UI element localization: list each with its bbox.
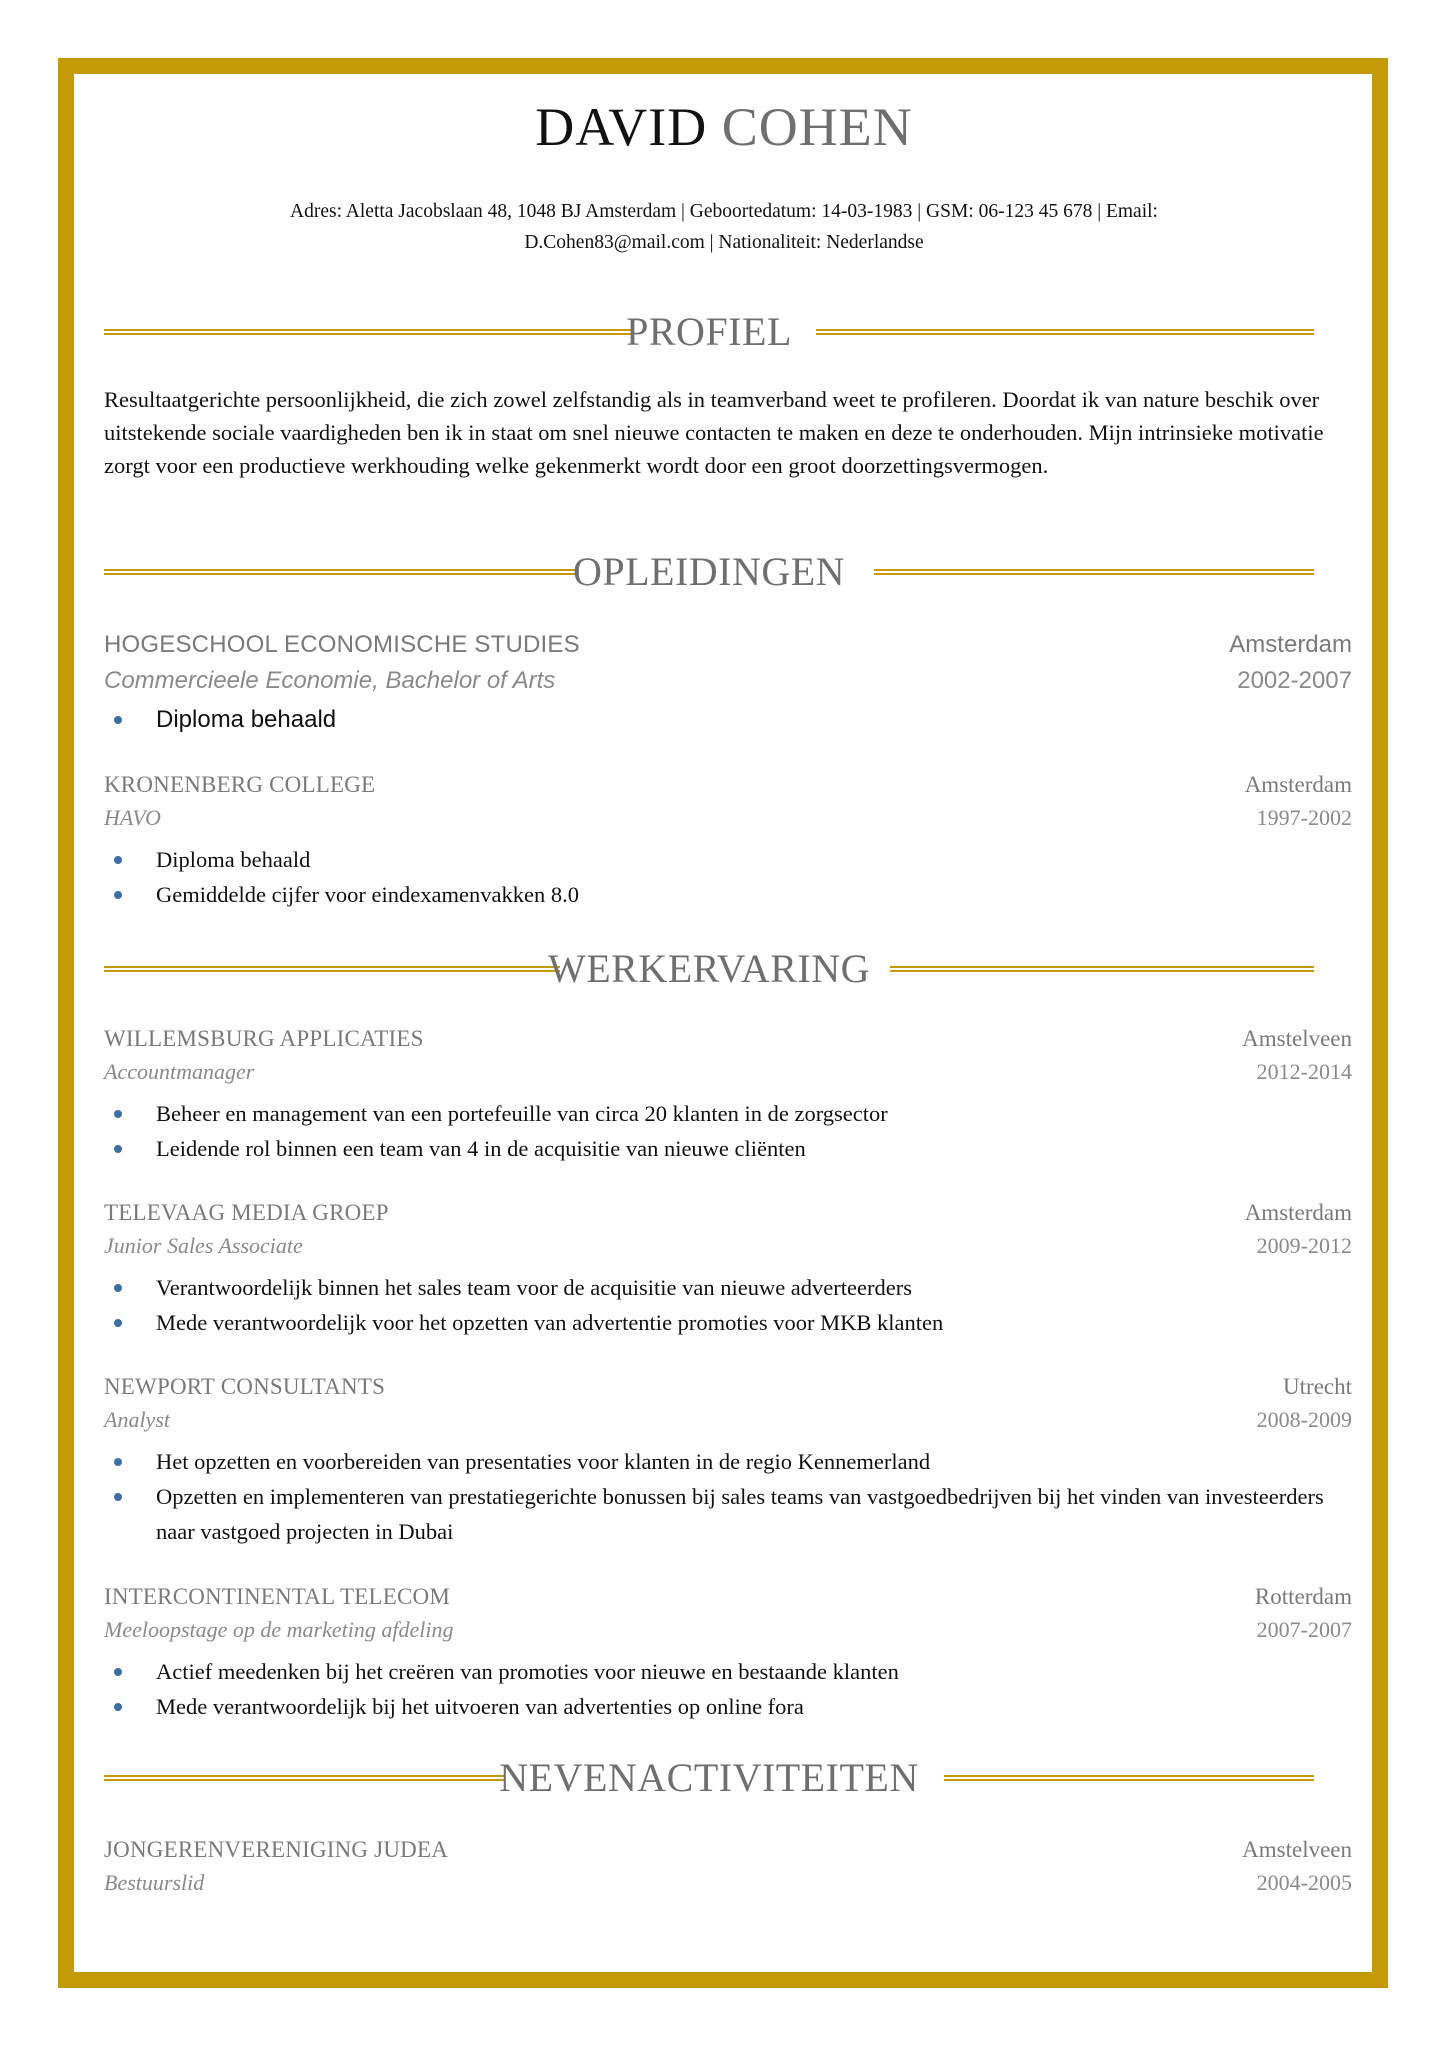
bullet-icon [114, 1110, 122, 1118]
bullet-text: Verantwoordelijk binnen het sales team voor de acquisitie van nieuwe adverteerders [156, 1275, 912, 1300]
entry-years: 2009-2012 [1256, 1233, 1352, 1258]
list-item [104, 1479, 1352, 1549]
side-activity-entry [104, 1837, 1352, 1903]
entry-years: 1997-2002 [1256, 805, 1352, 830]
bullet-icon [114, 1284, 122, 1292]
list-item [104, 1131, 1352, 1166]
entry-years: 2004-2005 [1256, 1870, 1352, 1895]
entry-organization: INTERCONTINENTAL TELECOM [104, 1584, 450, 1609]
list-item [104, 1305, 1352, 1340]
bullet-text: Het opzetten en voorbereiden van presentaties voor klanten in de regio Kennemerland [156, 1449, 931, 1474]
entry-organization: KRONENBERG COLLEGE [104, 772, 376, 797]
list-item [104, 1096, 1352, 1131]
entry-location: Amsterdam [1244, 772, 1352, 797]
entry-role: Analyst [104, 1407, 170, 1432]
entry-role: Meeloopstage op de marketing afdeling [104, 1617, 454, 1642]
bullet-icon [114, 716, 122, 724]
list-item [104, 1654, 1352, 1689]
bullet-text: Opzetten en implementeren van prestatiegerichte bonussen bij sales teams van vastgoedbedrijven bij het vinden van investeerders naar vastgoed projecten in Dubai [156, 1484, 1324, 1544]
entry-role: HAVO [104, 805, 161, 830]
entry-location: Amsterdam [1244, 1200, 1352, 1225]
entry-role: Accountmanager [104, 1059, 255, 1084]
work-entry [104, 1200, 1352, 1340]
profile-text: Resultaatgerichte persoonlijkheid, die zich zowel zelfstandig als in teamverband weet te profileren. Doordat ik van nature beschik over uitstekende sociale vaardigheden ben ik in staat om snel nieuwe contacten te maken en deze te onderhouden. Mijn intrinsieke motivatie zorgt voor een productieve werkhouding welke gekenmerkt wordt door een groot doorzettingsvermogen. [104, 387, 1324, 478]
entry-location: Amstelveen [1242, 1837, 1352, 1862]
bullet-icon [114, 1319, 122, 1327]
entry-years: 2007-2007 [1256, 1617, 1352, 1642]
section-title: PROFIEL [626, 309, 792, 354]
candidate-name [0, 97, 1448, 157]
section-heading-nevenactiviteiten [104, 1754, 1314, 1802]
entry-organization: JONGERENVERENIGING JUDEA [104, 1837, 449, 1862]
education-entry [104, 631, 1352, 737]
entry-organization: HOGESCHOOL ECONOMISCHE STUDIES [104, 631, 580, 658]
bullet-icon [114, 891, 122, 899]
bullet-text: Beheer en management van een portefeuille van circa 20 klanten in de zorgsector [156, 1101, 888, 1126]
entry-location: Amstelveen [1242, 1026, 1352, 1051]
entry-years: 2012-2014 [1256, 1059, 1352, 1084]
bullet-icon [114, 1668, 122, 1676]
list-item [104, 877, 1352, 912]
contact-line-1: Adres: Aletta Jacobslaan 48, 1048 BJ Amsterdam | Geboortedatum: 14-03-1983 | GSM: 06-123 45 678 | Email: [290, 201, 1158, 222]
bullet-text: Diploma behaald [156, 706, 337, 733]
list-item [104, 1444, 1352, 1479]
section-heading-profiel [104, 308, 1314, 356]
contact-line-2: D.Cohen83@mail.com | Nationaliteit: Nederlandse [524, 232, 924, 253]
section-heading-werkervaring [104, 945, 1314, 993]
list-item [104, 1689, 1352, 1724]
entry-years: 2002-2007 [1237, 667, 1352, 694]
bullet-icon [114, 1145, 122, 1153]
entry-organization: TELEVAAG MEDIA GROEP [104, 1200, 389, 1225]
bullet-text: Leidende rol binnen een team van 4 in de acquisitie van nieuwe cliënten [156, 1136, 806, 1161]
section-title: NEVENACTIVITEITEN [499, 1755, 919, 1800]
entry-organization: WILLEMSBURG APPLICATIES [104, 1026, 424, 1051]
entry-location: Amsterdam [1229, 631, 1352, 658]
entry-location: Rotterdam [1254, 1584, 1352, 1609]
entry-location: Utrecht [1283, 1374, 1352, 1399]
entry-role: Commercieele Economie, Bachelor of Arts [104, 667, 556, 694]
entry-role: Junior Sales Associate [104, 1233, 303, 1258]
section-title: WERKERVARING [547, 946, 871, 991]
entry-organization: NEWPORT CONSULTANTS [104, 1374, 386, 1399]
bullet-text: Diploma behaald [156, 847, 311, 872]
bullet-text: Mede verantwoordelijk voor het opzetten van advertentie promoties voor MKB klanten [156, 1310, 944, 1335]
last-name: COHEN [721, 97, 913, 157]
bullet-text: Actief meedenken bij het creëren van promoties voor nieuwe en bestaande klanten [156, 1659, 899, 1684]
education-entry [104, 772, 1352, 912]
list-item [104, 702, 1352, 737]
first-name: DAVID [535, 97, 708, 157]
work-entry [104, 1026, 1352, 1166]
bullet-icon [114, 856, 122, 864]
list-item [104, 842, 1352, 877]
bullet-icon [114, 1703, 122, 1711]
list-item [104, 1270, 1352, 1305]
bullet-icon [114, 1458, 122, 1466]
bullet-icon [114, 1493, 122, 1501]
work-entry [104, 1374, 1352, 1549]
bullet-text: Gemiddelde cijfer voor eindexamenvakken 8.0 [156, 882, 579, 907]
section-title: OPLEIDINGEN [572, 549, 846, 594]
entry-role: Bestuurslid [104, 1870, 205, 1895]
bullet-text: Mede verantwoordelijk bij het uitvoeren van advertenties op online fora [156, 1694, 804, 1719]
section-heading-opleidingen [104, 548, 1314, 596]
work-entry [104, 1584, 1352, 1724]
contact-info [160, 196, 1288, 258]
entry-years: 2008-2009 [1256, 1407, 1352, 1432]
